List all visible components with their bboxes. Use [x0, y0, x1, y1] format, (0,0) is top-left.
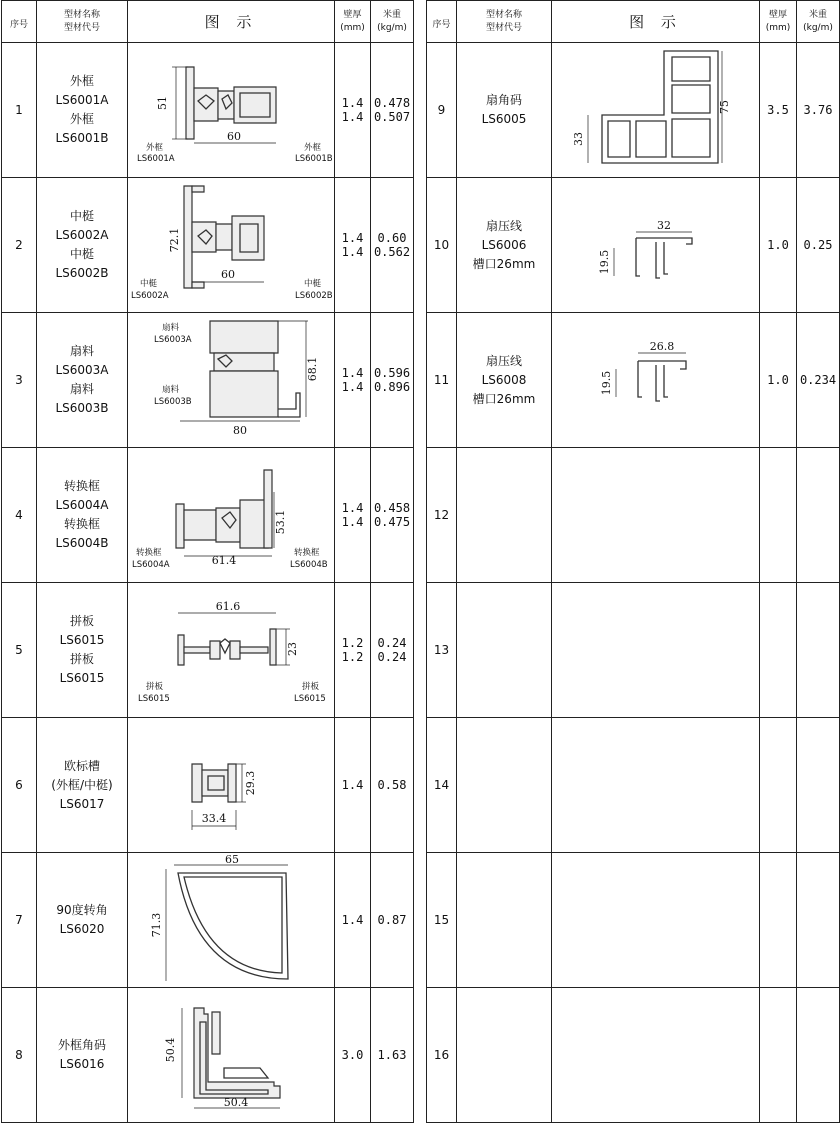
table-row — [427, 313, 840, 448]
row-seq: 9 — [427, 43, 457, 178]
profile-drawing — [128, 448, 335, 583]
label-b-name: 拼板 — [302, 682, 320, 692]
wall-thickness: 1.2 1.2 — [335, 583, 371, 718]
header-thickness: 壁厚 (mm) — [335, 1, 371, 43]
wall-thickness: 3.5 — [760, 43, 797, 178]
label-b-code: LS6015 — [294, 694, 326, 704]
profile-name: 中梃 LS6002A 中梃 LS6002B — [37, 178, 128, 313]
meter-weight: 0.60 0.562 — [371, 178, 414, 313]
header-row — [427, 1, 840, 43]
dim-width: 61.6 — [215, 600, 241, 613]
meter-weight: 3.76 — [797, 43, 840, 178]
label-b-code: LS6002B — [295, 291, 333, 301]
table-row — [2, 448, 414, 583]
wall-thickness — [760, 853, 797, 988]
profile-name: 扇角码 LS6005 — [457, 43, 552, 178]
profile-drawing — [552, 583, 760, 718]
profile-drawing — [552, 178, 760, 313]
profile-drawing — [128, 988, 335, 1123]
profile-name: 扇压线 LS6006 槽口26mm — [457, 178, 552, 313]
label-a-code: LS6003A — [154, 335, 192, 345]
label-a-code: LS6002A — [131, 291, 169, 301]
row-seq: 12 — [427, 448, 457, 583]
label-b-code: LS6004B — [290, 560, 328, 570]
dim-height: 29.3 — [244, 770, 257, 796]
profile-name: 扇料 LS6003A 扇料 LS6003B — [37, 313, 128, 448]
table-row — [427, 178, 840, 313]
dim-height: 68.1 — [306, 356, 319, 382]
label-b-name: 扇料 — [162, 385, 180, 395]
dim-width: 50.4 — [223, 1096, 249, 1109]
header-figure: 图 示 — [128, 1, 335, 43]
row-seq: 11 — [427, 313, 457, 448]
label-a-name: 中梃 — [140, 279, 158, 289]
header-weight: 米重 (kg/m) — [371, 1, 414, 43]
meter-weight — [797, 718, 840, 853]
dim-height: 19.5 — [598, 249, 611, 275]
row-seq: 3 — [2, 313, 37, 448]
meter-weight: 0.458 0.475 — [371, 448, 414, 583]
table-row — [2, 583, 414, 718]
row-seq: 5 — [2, 583, 37, 718]
dim-width: 32 — [657, 219, 671, 232]
wall-thickness: 1.4 1.4 — [335, 448, 371, 583]
profile-name: 90度转角 LS6020 — [37, 853, 128, 988]
meter-weight: 1.63 — [371, 988, 414, 1123]
dim-height: 51 — [156, 96, 169, 110]
header-figure: 图 示 — [552, 1, 760, 43]
header-name: 型材名称 型材代号 — [37, 1, 128, 43]
meter-weight: 0.478 0.507 — [371, 43, 414, 178]
header-name: 型材名称 型材代号 — [457, 1, 552, 43]
table-row — [2, 988, 414, 1123]
profile-drawing — [552, 448, 760, 583]
label-a-name: 扇料 — [162, 323, 180, 333]
profile-name: 扇压线 LS6008 槽口26mm — [457, 313, 552, 448]
profile-name: 外框角码 LS6016 — [37, 988, 128, 1123]
profile-name: 转换框 LS6004A 转换框 LS6004B — [37, 448, 128, 583]
dim-height: 71.3 — [150, 912, 163, 938]
wall-thickness — [760, 988, 797, 1123]
profile-name: 外框 LS6001A 外框 LS6001B — [37, 43, 128, 178]
dim-height: 53.1 — [274, 509, 287, 535]
profile-name — [457, 448, 552, 583]
table-row — [2, 718, 414, 853]
meter-weight: 0.24 0.24 — [371, 583, 414, 718]
table-row — [427, 718, 840, 853]
dim-height-small: 33 — [572, 132, 585, 146]
meter-weight — [797, 853, 840, 988]
row-seq: 13 — [427, 583, 457, 718]
label-a-code: LS6001A — [137, 154, 175, 164]
row-seq: 10 — [427, 178, 457, 313]
row-seq: 2 — [2, 178, 37, 313]
wall-thickness: 3.0 — [335, 988, 371, 1123]
table-row — [427, 988, 840, 1123]
header-thickness: 壁厚 (mm) — [760, 1, 797, 43]
wall-thickness: 1.4 1.4 — [335, 178, 371, 313]
meter-weight — [797, 583, 840, 718]
label-a-code: LS6004A — [132, 560, 170, 570]
profile-name: 欧标槽 (外框/中梃) LS6017 — [37, 718, 128, 853]
label-b-name: 转换框 — [294, 548, 320, 558]
meter-weight — [797, 448, 840, 583]
label-b-name: 中梃 — [304, 279, 322, 289]
profile-drawing — [552, 853, 760, 988]
meter-weight: 0.596 0.896 — [371, 313, 414, 448]
row-seq: 16 — [427, 988, 457, 1123]
profile-drawing — [128, 583, 335, 718]
label-a-name: 转换框 — [136, 548, 162, 558]
profile-name: 拼板 LS6015 拼板 LS6015 — [37, 583, 128, 718]
meter-weight: 0.25 — [797, 178, 840, 313]
row-seq: 4 — [2, 448, 37, 583]
dim-height: 72.1 — [168, 227, 181, 253]
profile-drawing — [128, 718, 335, 853]
profile-table-left — [1, 0, 414, 1123]
table-row — [2, 43, 414, 178]
row-seq: 14 — [427, 718, 457, 853]
profile-drawing — [552, 313, 760, 448]
wall-thickness — [760, 718, 797, 853]
profile-drawing — [128, 313, 335, 448]
label-a-name: 外框 — [146, 143, 164, 153]
profile-name — [457, 988, 552, 1123]
header-weight: 米重 (kg/m) — [797, 1, 840, 43]
dim-width: 26.8 — [649, 340, 675, 353]
profile-drawing — [552, 718, 760, 853]
profile-name — [457, 583, 552, 718]
meter-weight: 0.234 — [797, 313, 840, 448]
header-row — [2, 1, 414, 43]
table-row — [427, 43, 840, 178]
row-seq: 7 — [2, 853, 37, 988]
wall-thickness: 1.4 1.4 — [335, 43, 371, 178]
dim-height: 23 — [286, 642, 299, 656]
dim-width: 60 — [227, 130, 241, 143]
table-row — [427, 583, 840, 718]
header-seq: 序号 — [427, 1, 457, 43]
profile-drawing — [552, 43, 760, 178]
row-seq: 8 — [2, 988, 37, 1123]
table-row — [2, 313, 414, 448]
label-b-name: 外框 — [304, 143, 322, 153]
wall-thickness: 1.4 — [335, 718, 371, 853]
label-a-name: 拼板 — [146, 682, 164, 692]
dim-width: 60 — [221, 268, 235, 281]
label-b-code: LS6003B — [154, 397, 192, 407]
wall-thickness — [760, 583, 797, 718]
dim-width: 65 — [225, 853, 239, 866]
dim-height: 75 — [718, 100, 731, 114]
profile-name — [457, 853, 552, 988]
dim-height: 19.5 — [600, 370, 613, 396]
table-row — [2, 178, 414, 313]
wall-thickness: 1.0 — [760, 313, 797, 448]
label-a-code: LS6015 — [138, 694, 170, 704]
meter-weight: 0.58 — [371, 718, 414, 853]
profile-table-right — [426, 0, 840, 1123]
wall-thickness: 1.4 1.4 — [335, 313, 371, 448]
table-row — [2, 853, 414, 988]
table-row — [427, 448, 840, 583]
row-seq: 15 — [427, 853, 457, 988]
table-row — [427, 853, 840, 988]
dim-width: 61.4 — [211, 554, 237, 567]
label-b-code: LS6001B — [295, 154, 333, 164]
profile-drawing — [128, 178, 335, 313]
profile-name — [457, 718, 552, 853]
meter-weight: 0.87 — [371, 853, 414, 988]
meter-weight — [797, 988, 840, 1123]
wall-thickness — [760, 448, 797, 583]
dim-width: 33.4 — [201, 812, 227, 825]
header-seq: 序号 — [2, 1, 37, 43]
dim-width: 80 — [233, 424, 247, 437]
profile-drawing — [128, 43, 335, 178]
row-seq: 6 — [2, 718, 37, 853]
profile-drawing — [552, 988, 760, 1123]
wall-thickness: 1.4 — [335, 853, 371, 988]
wall-thickness: 1.0 — [760, 178, 797, 313]
profile-drawing — [128, 853, 335, 988]
row-seq: 1 — [2, 43, 37, 178]
dim-height: 50.4 — [164, 1037, 177, 1063]
